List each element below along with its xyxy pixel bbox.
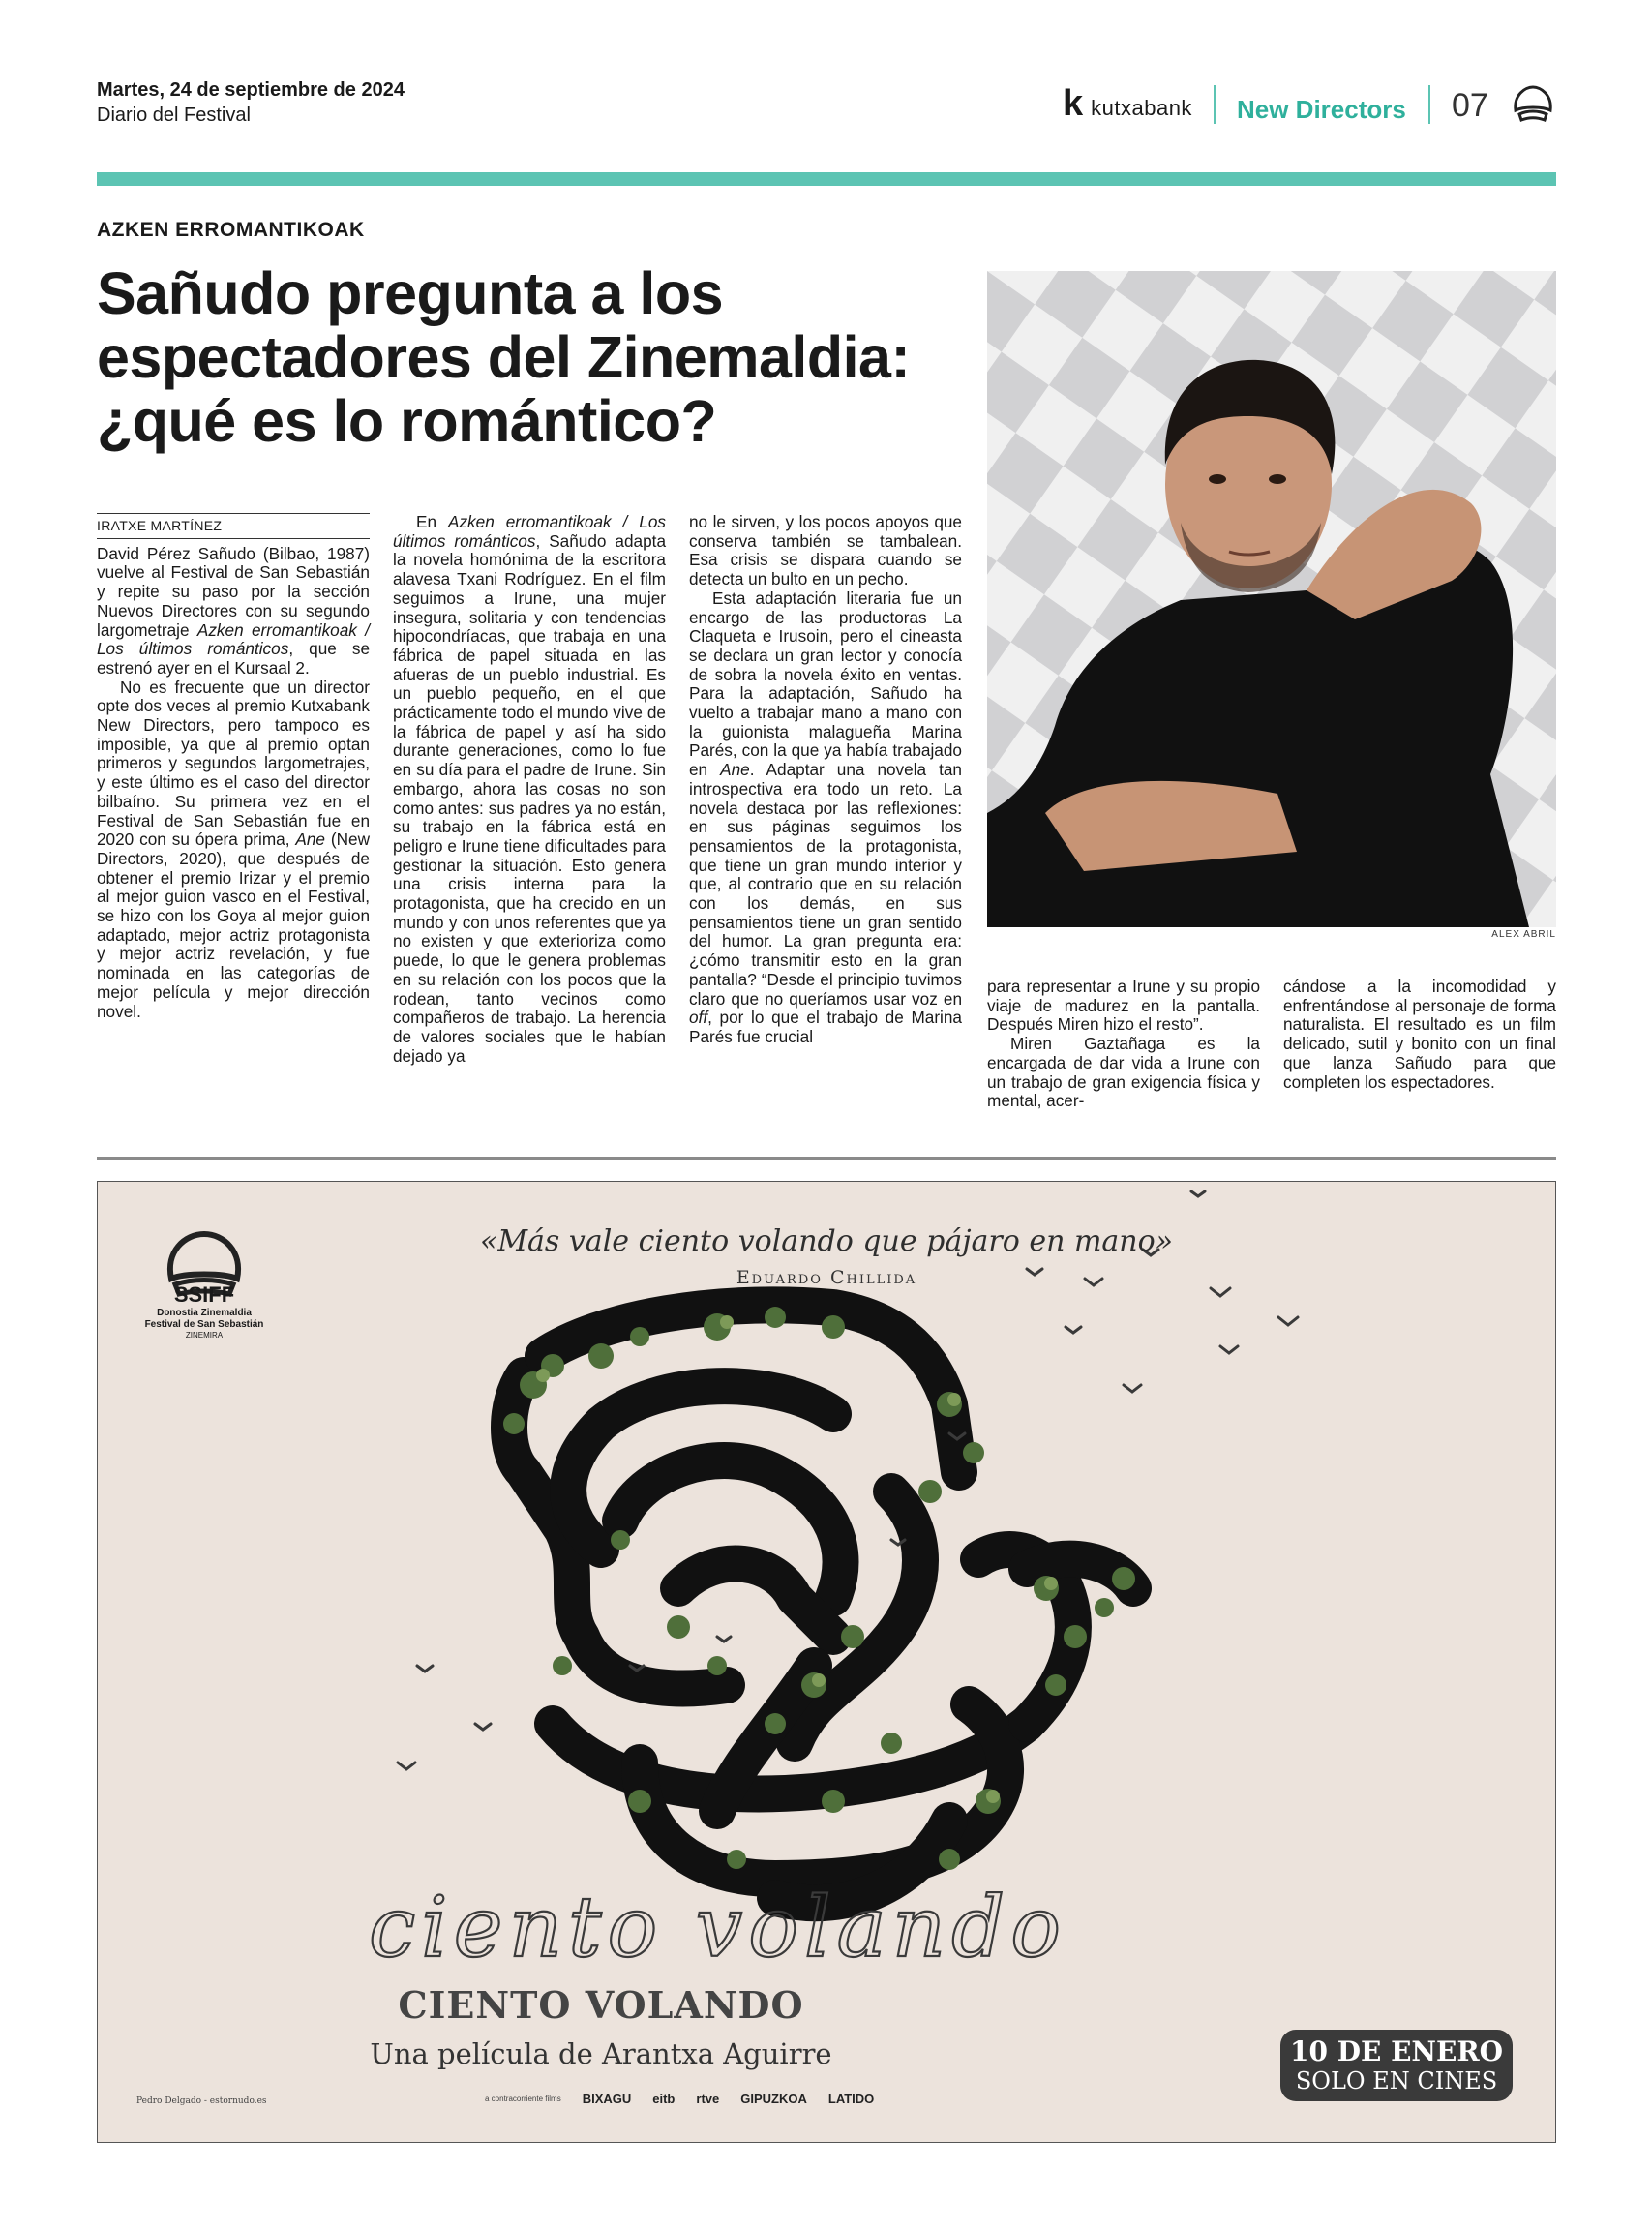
paragraph: para representar a Irune y su propio viaje de madurez en la pantalla. Después Miren hizo el resto”. <box>987 977 1260 1035</box>
shell-icon <box>1512 85 1554 124</box>
header-divider <box>1214 85 1216 124</box>
film-title: CIENTO VOLANDO <box>398 1983 804 2027</box>
article-kicker: AZKEN ERROMANTIKOAK <box>97 219 365 241</box>
release-date-badge: 10 DE ENERO SOLO EN CINES <box>1280 2030 1513 2101</box>
ad-divider <box>97 1157 1556 1160</box>
svg-text:ciento volando: ciento volando <box>369 1880 1066 1976</box>
sponsor-logo: GIPUZKOA <box>740 2092 807 2106</box>
sponsor-logo: a contracorriente films <box>485 2094 561 2103</box>
paragraph: Miren Gaztañaga es la encargada de dar vida a Irune con un trabajo de gran exigencia física y mental, acer- <box>987 1034 1260 1111</box>
article-column-4 <box>987 978 1260 1111</box>
film-subtitle: Una película de Arantxa Aguirre <box>370 2037 832 2070</box>
director-photo <box>987 271 1556 927</box>
film-advertisement <box>97 1181 1556 2143</box>
header-bar <box>97 172 1556 186</box>
paragraph: cándose a la incomodidad y enfrentándose al personaje de forma naturalista. El resultado es un film delicado, sutil y bonito con un final que lanza Sañudo para que completen los espectadores. <box>1283 977 1556 1092</box>
sponsor-logo: eitb <box>652 2092 676 2106</box>
ssiff-wordmark: SSIFF <box>173 1282 235 1307</box>
publication-name: Diario del Festival <box>97 105 251 126</box>
paragraph: Esta adaptación literaria fue un encargo de las productoras La Claqueta e Irusoin, pero el cineasta se declara un gran lector y conocía de sobra la novela éxito en ventas. Para la adaptación, Sañudo ha vuelto a trabajar mano a mano con la guionista malagueña Marina Parés, con la que ya había trabajado en Ane. Adaptar una novela tan introspectiva era todo un reto. La novela destaca por las reflexiones: en sus páginas seguimos los pensamientos de la protagonista, que tiene un gran mundo interior y que, al contrario que en su relación con los demás, en sus pensamientos tiene un gran sentido del humor. La gran pregunta era: ¿cómo transmitir esto en la gran pantalla? “Desde el principio tuvimos claro que no queríamos usar voz en off, por lo que el trabajo de Marina Parés fue crucial <box>689 588 962 1046</box>
paragraph: no le sirven, y los pocos apoyos que conserva también se tambalean. Esa crisis se dispara cuando se detecta un bulto en un pecho. <box>689 512 962 589</box>
design-credit: Pedro Delgado - estornudo.es <box>136 2096 267 2106</box>
paragraph: David Pérez Sañudo (Bilbao, 1987) vuelve al Festival de San Sebastián y repite su paso por la sección Nuevos Directores con su segundo largometraje Azken erromantikoak / Los últimos románticos, que se estrenó ayer en el Kursaal 2. <box>97 543 371 678</box>
ad-quote-author: Eduardo Chillida <box>736 1267 917 1288</box>
ad-quote: «Más vale ciento volando que pájaro en mano» <box>479 1224 1174 1258</box>
sponsor-logo: LATIDO <box>827 2092 875 2106</box>
article-column-5 <box>1283 978 1556 1092</box>
kutxabank-logo <box>1063 85 1192 122</box>
ssiff-zinemira: ZINEMIRA <box>185 1331 224 1340</box>
sponsor-logo: BIXAGU <box>582 2092 632 2106</box>
sponsor-logos <box>485 2092 874 2106</box>
article-column-2 <box>393 513 666 1066</box>
paragraph: No es frecuente que un director opte dos veces al premio Kutxabank New Directors, pero tampoco es imposible, ya que al premio optan primeros y segundos largometrajes, y este último es el caso del director bilbaíno. Su primera vez en el Festival de San Sebastián fue en 2020 con su ópera prima, Ane (New Directors, 2020), que después de obtener el premio Irizar y el premio al mejor guion vasco en el Festival, se hizo con los Goya al mejor guion adaptado, mejor actriz protagonista y mejor actriz revelación, y fue nominada en las categorías de mejor película y mejor dirección novel. <box>97 677 371 1021</box>
issue-date: Martes, 24 de septiembre de 2024 <box>97 79 405 101</box>
photo-credit: ALEX ABRIL <box>1491 929 1556 940</box>
header-divider <box>1428 85 1430 124</box>
article-author: IRATXE MARTÍNEZ <box>97 513 370 539</box>
kutxabank-k-icon: k <box>1063 83 1084 124</box>
ssiff-subtitle: Donostia Zinemaldia Festival de San Sebastián <box>144 1308 264 1330</box>
section-label: New Directors <box>1237 95 1406 124</box>
paragraph: En Azken erromantikoak / Los últimos románticos, Sañudo adapta la novela homónima de la escritora alavesa Txani Rodríguez. En el film seguimos a Irune, una mujer insegura, solitaria y con tendencias hipocondríacas, que trabaja en una fábrica de papel situada en las afueras de un pueblo industrial. Es un pueblo pequeño, en el que prácticamente todo el mundo vive de la fábrica de papel y así ha sido durante generaciones, como lo fue en su día para el padre de Irune. Sin embargo, ahora las cosas no son como antes: sus padres ya no están, su trabajo en la fábrica está en peligro e Irune tiene dificultades para gestionar la situación. Esto genera una crisis interna para la protagonista, que ha crecido en un mundo y con unos referentes que ya no existen y que exterioriza como puede, lo que le genera problemas en su relación con los pocos que la rodean, tanto vecinos como compañeros de trabajo. La herencia de valores sociales que le habían dejado ya <box>393 512 666 1066</box>
page-number: 07 <box>1452 87 1488 124</box>
article-column-3 <box>689 513 962 1047</box>
article-headline: Sañudo pregunta a los espectadores del Zinemaldia: ¿qué es lo romántico? <box>97 260 911 454</box>
kutxabank-wordmark: kutxabank <box>1091 96 1192 120</box>
sponsor-logo: rtve <box>696 2092 720 2106</box>
handwritten-title <box>359 1879 1133 1985</box>
article-column-1 <box>97 513 370 1021</box>
